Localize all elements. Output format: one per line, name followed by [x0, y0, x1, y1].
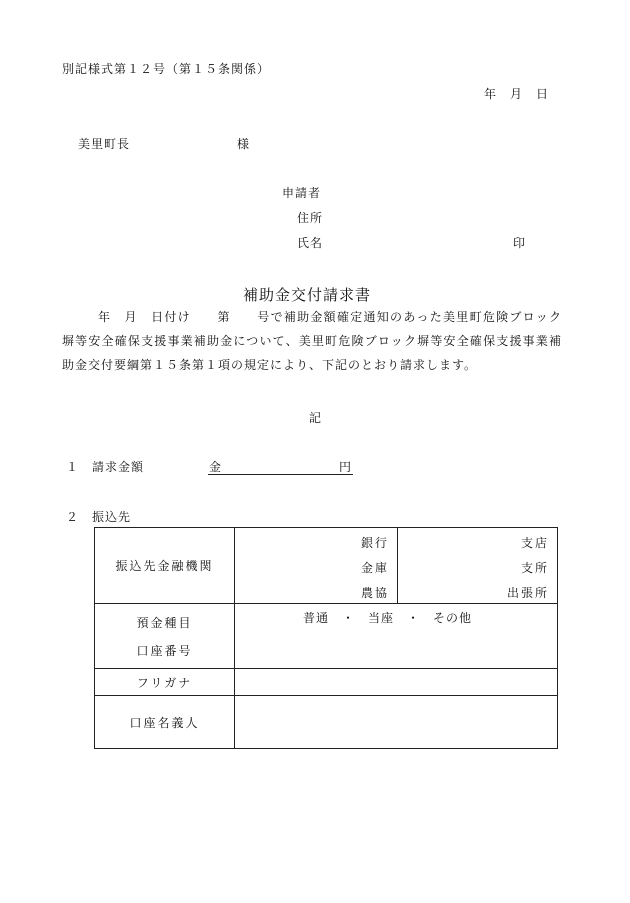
amount-suffix: 円 — [339, 460, 352, 474]
applicant-label: 申請者 — [282, 186, 322, 200]
body-paragraph: 年 月 日付け 第 号で補助金額確定通知のあった美里町危険ブロック塀等安全確保支援事業補助金について、美里町危険ブロック塀等安全確保支援事業補助金交付要綱第１５条第１項の規定により、下記のとおり請求します。 — [62, 310, 562, 372]
furigana-value-cell — [235, 669, 558, 696]
bank-label: 銀行 — [360, 536, 389, 550]
deposit-label-cell — [95, 604, 235, 669]
furigana-label: フリガナ — [136, 675, 193, 690]
deposit-options: 普通 ・ 当座 ・ その他 — [303, 611, 473, 625]
holder-value-cell — [235, 696, 558, 749]
outpost-label: 出張所 — [506, 586, 549, 600]
ki-heading: 記 — [309, 411, 322, 425]
furigana-label-cell — [95, 669, 235, 696]
amount-prefix: 金 — [209, 460, 222, 474]
deposit-type-label: 預金種目 — [136, 615, 193, 630]
branch-label: 支店 — [520, 536, 549, 550]
institution-label-cell — [95, 528, 235, 604]
holder-label: 口座名義人 — [129, 715, 200, 730]
amount-underline — [208, 460, 353, 475]
bank-type-cell — [235, 528, 398, 604]
holder-row — [95, 696, 558, 749]
institution-row — [95, 528, 558, 604]
deposit-row — [95, 604, 558, 669]
date-line: 年 月 日 — [484, 87, 550, 101]
applicant-address-label: 住所 — [297, 211, 324, 225]
document-title: 補助金交付請求書 — [243, 286, 372, 304]
office-label: 支所 — [520, 561, 549, 575]
item1-label: 請求金額 — [92, 460, 145, 474]
item1-number: １ — [66, 460, 79, 474]
bank-transfer-table — [94, 527, 558, 749]
item2-number: ２ — [66, 510, 79, 524]
item2-label: 振込先 — [92, 510, 132, 524]
seal-mark: 印 — [513, 236, 526, 250]
form-number: 別記様式第１２号（第１５条関係） — [62, 62, 271, 76]
addressee-name: 美里町長 — [78, 137, 131, 151]
shinkin-label: 金庫 — [360, 561, 389, 575]
holder-label-cell — [95, 696, 235, 749]
branch-type-cell — [398, 528, 558, 604]
addressee-honorific: 様 — [237, 137, 250, 151]
nokyo-label: 農協 — [360, 586, 389, 600]
account-number-label: 口座番号 — [136, 643, 193, 658]
institution-label: 振込先金融機関 — [115, 559, 214, 573]
applicant-name-label: 氏名 — [297, 236, 324, 250]
deposit-value-cell — [235, 604, 558, 669]
furigana-row — [95, 669, 558, 696]
